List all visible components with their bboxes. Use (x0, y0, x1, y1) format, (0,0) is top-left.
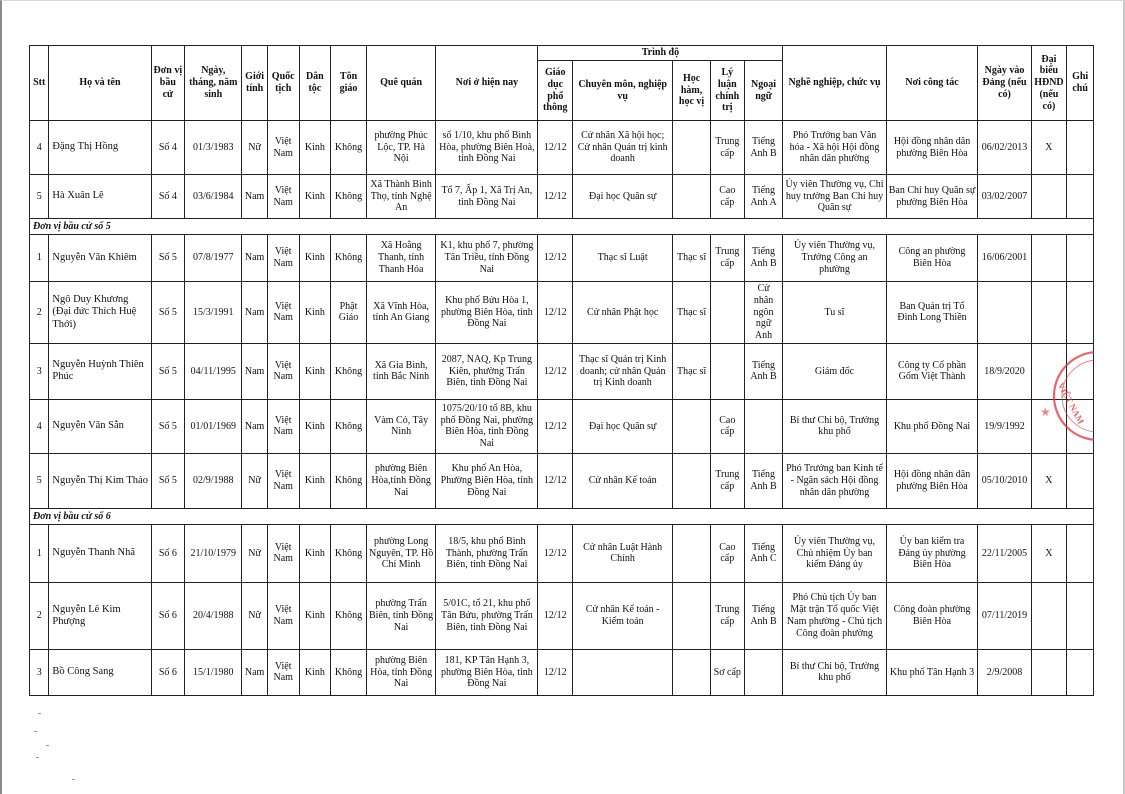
cell-workplace: Hội đồng nhân dân phường Biên Hòa (886, 121, 978, 175)
cell-workplace: Ban Quản trị Tổ Đình Long Thiền (886, 282, 978, 344)
cell-unit: Số 6 (151, 649, 185, 695)
cell-stt: 3 (30, 649, 49, 695)
cell-general-edu: 12/12 (538, 175, 573, 219)
cell-academic (673, 524, 711, 582)
cell-occupation: Phó Chủ tịch Ủy ban Mặt trận Tổ quốc Việt Nam phường - Chủ tịch Công đoàn phường (783, 582, 886, 649)
cell-gender: Nam (242, 175, 268, 219)
cell-language: Cử nhân ngôn ngữ Anh (744, 282, 783, 344)
cell-workplace: Hội đồng nhân dân phường Biên Hòa (886, 453, 978, 508)
cell-general-edu: 12/12 (538, 649, 573, 695)
cell-academic (673, 582, 711, 649)
cell-hometown: Vàm Cỏ, Tây Ninh (366, 399, 435, 453)
cell-nationality: Việt Nam (267, 524, 299, 582)
cell-unit: Số 6 (151, 582, 185, 649)
header-hometown: Quê quán (366, 46, 435, 121)
cell-language (744, 399, 783, 453)
cell-unit: Số 4 (151, 175, 185, 219)
cell-hometown: phường Phúc Lộc, TP. Hà Nội (366, 121, 435, 175)
cell-name: Hà Xuân Lê (49, 175, 151, 219)
cell-nationality: Việt Nam (267, 175, 299, 219)
table-row (30, 453, 1094, 508)
cell-workplace: Ủy ban kiểm tra Đảng ủy phường Biên Hòa (886, 524, 978, 582)
cell-unit: Số 5 (151, 235, 185, 282)
cell-note (1067, 399, 1094, 453)
cell-workplace: Khu phố Tân Hạnh 3 (886, 649, 978, 695)
cell-dob: 02/9/1988 (185, 453, 242, 508)
cell-general-edu: 12/12 (538, 582, 573, 649)
cell-religion: Không (331, 235, 367, 282)
cell-occupation: Phó Trưởng ban Văn hóa - Xã hội Hội đồng nhân dân phường (783, 121, 886, 175)
cell-stt: 4 (30, 121, 49, 175)
cell-language: Tiếng Anh B (744, 121, 783, 175)
cell-specialty: Thạc sĩ Luật (573, 235, 673, 282)
table-row (30, 343, 1094, 399)
cell-note (1067, 175, 1094, 219)
cell-language (744, 649, 783, 695)
cell-dob: 01/3/1983 (185, 121, 242, 175)
cell-stt: 1 (30, 524, 49, 582)
cell-hometown: phường Long Nguyên, TP. Hồ Chí Minh (366, 524, 435, 582)
cell-nationality: Việt Nam (267, 649, 299, 695)
cell-workplace: Công an phường Biên Hòa (886, 235, 978, 282)
cell-hometown: Xã Gia Bình, tỉnh Bắc Ninh (366, 343, 435, 399)
cell-note (1067, 582, 1094, 649)
cell-note (1067, 235, 1094, 282)
cell-religion: Không (331, 399, 367, 453)
table-row (30, 524, 1094, 582)
candidate-table (29, 45, 1094, 696)
cell-specialty: Cử nhân Xã hội học; Cử nhân Quản trị kinh doanh (573, 121, 673, 175)
header-note: Ghi chú (1067, 46, 1094, 121)
cell-stt: 2 (30, 582, 49, 649)
cell-academic: Thạc sĩ (673, 282, 711, 344)
section-title: Đơn vị bầu cử số 5 (30, 219, 1094, 235)
header-religion: Tôn giáo (331, 46, 367, 121)
cell-hometown: phường Trấn Biên, tỉnh Đồng Nai (366, 582, 435, 649)
cell-stt: 1 (30, 235, 49, 282)
cell-general-edu: 12/12 (538, 121, 573, 175)
cell-party-date: 07/11/2019 (978, 582, 1031, 649)
cell-academic: Thạc sĩ (673, 235, 711, 282)
cell-occupation: Phó Trưởng ban Kinh tế - Ngân sách Hội đồng nhân dân phường (783, 453, 886, 508)
cell-nationality: Việt Nam (267, 453, 299, 508)
cell-note (1067, 453, 1094, 508)
cell-gender: Nam (242, 399, 268, 453)
cell-political: Cao cấp (710, 524, 744, 582)
cell-stt: 2 (30, 282, 49, 344)
cell-dob: 15/1/1980 (185, 649, 242, 695)
cell-stt: 5 (30, 175, 49, 219)
cell-name: Nguyễn Thị Kim Thảo (49, 453, 151, 508)
table-row (30, 235, 1094, 282)
cell-name: Ngô Duy Khương (Đại đức Thích Huệ Thới) (49, 282, 151, 344)
cell-party-date (978, 282, 1031, 344)
header-specialty: Chuyên môn, nghiệp vụ (573, 61, 673, 121)
cell-dob: 07/8/1977 (185, 235, 242, 282)
cell-workplace: Công ty Cổ phần Gốm Việt Thành (886, 343, 978, 399)
cell-specialty: Đại học Quân sự (573, 399, 673, 453)
cell-political: Trung cấp (710, 121, 744, 175)
cell-gender: Nữ (242, 582, 268, 649)
cell-party-date: 19/9/1992 (978, 399, 1031, 453)
cell-political: Sơ cấp (710, 649, 744, 695)
cell-hdnd: X (1031, 453, 1067, 508)
cell-gender: Nam (242, 649, 268, 695)
cell-party-date: 2/9/2008 (978, 649, 1031, 695)
cell-language: Tiếng Anh B (744, 235, 783, 282)
cell-academic (673, 175, 711, 219)
header-hdnd: Đại biểu HĐND (nếu có) (1031, 46, 1067, 121)
cell-hdnd (1031, 175, 1067, 219)
cell-name: Nguyễn Huỳnh Thiên Phúc (49, 343, 151, 399)
header-language: Ngoại ngữ (744, 61, 783, 121)
cell-residence: 2087, NAQ, Kp Trung Kiên, phường Trấn Biên, tỉnh Đồng Nai (436, 343, 538, 399)
cell-ethnic: Kinh (299, 121, 331, 175)
cell-party-date: 05/10/2010 (978, 453, 1031, 508)
cell-religion: Không (331, 121, 367, 175)
cell-party-date: 03/02/2007 (978, 175, 1031, 219)
cell-residence: 1075/20/10 tổ 8B, khu phố Đồng Nai, phường Biên Hòa, tỉnh Đồng Nai (436, 399, 538, 453)
header-occupation: Nghề nghiệp, chức vụ (783, 46, 886, 121)
table-row (30, 121, 1094, 175)
cell-language: Tiếng Anh B (744, 343, 783, 399)
cell-political: Trung cấp (710, 235, 744, 282)
cell-gender: Nam (242, 282, 268, 344)
cell-language: Tiếng Anh A (744, 175, 783, 219)
cell-specialty: Cử nhân Luật Hành Chính (573, 524, 673, 582)
cell-gender: Nam (242, 235, 268, 282)
cell-ethnic: Kinh (299, 175, 331, 219)
header-political: Lý luận chính trị (710, 61, 744, 121)
header-unit: Đơn vị bầu cử (151, 46, 185, 121)
table-row (30, 582, 1094, 649)
cell-gender: Nam (242, 343, 268, 399)
cell-specialty: Cử nhân Kế toán - Kiểm toán (573, 582, 673, 649)
cell-religion: Không (331, 175, 367, 219)
cell-unit: Số 5 (151, 453, 185, 508)
cell-general-edu: 12/12 (538, 453, 573, 508)
cell-political: Trung cấp (710, 453, 744, 508)
cell-party-date: 18/9/2020 (978, 343, 1031, 399)
cell-occupation: Giám đốc (783, 343, 886, 399)
header-workplace: Nơi công tác (886, 46, 978, 121)
cell-name: Nguyễn Thanh Nhã (49, 524, 151, 582)
cell-residence: 5/01C, tổ 21, khu phố Tân Bửu, phường Trấn Biên, tỉnh Đồng Nai (436, 582, 538, 649)
cell-name: Nguyễn Văn Sẵn (49, 399, 151, 453)
cell-stt: 3 (30, 343, 49, 399)
cell-hdnd: X (1031, 121, 1067, 175)
cell-workplace: Ban Chỉ huy Quân sự phường Biên Hòa (886, 175, 978, 219)
cell-academic (673, 121, 711, 175)
cell-nationality: Việt Nam (267, 121, 299, 175)
cell-religion: Phật Giáo (331, 282, 367, 344)
cell-political (710, 282, 744, 344)
cell-unit: Số 5 (151, 282, 185, 344)
cell-hdnd (1031, 649, 1067, 695)
cell-nationality: Việt Nam (267, 343, 299, 399)
cell-ethnic: Kinh (299, 524, 331, 582)
cell-ethnic: Kinh (299, 235, 331, 282)
header-general-edu: Giáo dục phổ thông (538, 61, 573, 121)
cell-political: Trung cấp (710, 582, 744, 649)
cell-party-date: 22/11/2005 (978, 524, 1031, 582)
cell-party-date: 06/02/2013 (978, 121, 1031, 175)
cell-dob: 04/11/1995 (185, 343, 242, 399)
cell-occupation: Bí thư Chi bộ, Trưởng khu phố (783, 399, 886, 453)
cell-name: Đặng Thị Hồng (49, 121, 151, 175)
cell-dob: 21/10/1979 (185, 524, 242, 582)
cell-note (1067, 343, 1094, 399)
cell-residence: K1, khu phố 7, phường Tân Triều, tỉnh Đồng Nai (436, 235, 538, 282)
cell-residence: Tổ 7, Ấp 1, Xã Trị An, tỉnh Đồng Nai (436, 175, 538, 219)
header-nationality: Quốc tịch (267, 46, 299, 121)
svg-text:VIỆT NAM: VIỆT NAM (1055, 380, 1087, 426)
cell-stt: 4 (30, 399, 49, 453)
cell-dob: 15/3/1991 (185, 282, 242, 344)
cell-residence: Khu phố An Hòa, Phường Biên Hòa, tỉnh Đồng Nai (436, 453, 538, 508)
scan-marks (32, 701, 92, 781)
cell-general-edu: 12/12 (538, 524, 573, 582)
cell-hdnd (1031, 235, 1067, 282)
cell-religion: Không (331, 524, 367, 582)
cell-dob: 01/01/1969 (185, 399, 242, 453)
cell-hdnd (1031, 282, 1067, 344)
table-row (30, 175, 1094, 219)
cell-ethnic: Kinh (299, 649, 331, 695)
cell-nationality: Việt Nam (267, 282, 299, 344)
cell-unit: Số 5 (151, 343, 185, 399)
cell-name: Nguyễn Lê Kim Phượng (49, 582, 151, 649)
cell-gender: Nữ (242, 524, 268, 582)
cell-hdnd (1031, 343, 1067, 399)
cell-dob: 03/6/1984 (185, 175, 242, 219)
cell-hdnd (1031, 399, 1067, 453)
cell-nationality: Việt Nam (267, 235, 299, 282)
table-row (30, 282, 1094, 344)
cell-ethnic: Kinh (299, 453, 331, 508)
cell-name: Nguyễn Văn Khiêm (49, 235, 151, 282)
cell-hometown: phường Biên Hòa,tỉnh Đồng Nai (366, 453, 435, 508)
cell-note (1067, 282, 1094, 344)
cell-ethnic: Kinh (299, 282, 331, 344)
cell-general-edu: 12/12 (538, 343, 573, 399)
cell-specialty (573, 649, 673, 695)
cell-gender: Nữ (242, 453, 268, 508)
cell-gender: Nữ (242, 121, 268, 175)
cell-general-edu: 12/12 (538, 235, 573, 282)
cell-specialty: Đại học Quân sự (573, 175, 673, 219)
table-body (30, 121, 1094, 696)
cell-party-date: 16/06/2001 (978, 235, 1031, 282)
cell-religion: Không (331, 343, 367, 399)
header-party-date: Ngày vào Đảng (nếu có) (978, 46, 1031, 121)
cell-workplace: Công đoàn phường Biên Hòa (886, 582, 978, 649)
cell-hometown: phường Biên Hòa, tỉnh Đồng Nai (366, 649, 435, 695)
cell-academic (673, 399, 711, 453)
cell-dob: 20/4/1988 (185, 582, 242, 649)
cell-religion: Không (331, 453, 367, 508)
cell-note (1067, 649, 1094, 695)
cell-ethnic: Kinh (299, 582, 331, 649)
cell-academic: Thạc sĩ (673, 343, 711, 399)
cell-hdnd (1031, 582, 1067, 649)
cell-occupation: Tu sĩ (783, 282, 886, 344)
cell-specialty: Thạc sĩ Quản trị Kinh doanh; cử nhân Quản trị Kinh doanh (573, 343, 673, 399)
header-gender: Giới tính (242, 46, 268, 121)
cell-occupation: Ủy viên Thường vụ, Chủ nhiệm Ủy ban kiểm Đảng ủy (783, 524, 886, 582)
cell-nationality: Việt Nam (267, 399, 299, 453)
header-name: Họ và tên (49, 46, 151, 121)
cell-residence: 18/5, khu phố Bình Thành, phường Trấn Biên, tỉnh Đồng Nai (436, 524, 538, 582)
cell-political: Cao cấp (710, 399, 744, 453)
cell-specialty: Cử nhân Kế toán (573, 453, 673, 508)
section-header-row (30, 508, 1094, 524)
table-row (30, 649, 1094, 695)
cell-residence: Khu phố Bửu Hòa 1, phường Biên Hòa, tỉnh Đồng Nai (436, 282, 538, 344)
cell-political: Cao cấp (710, 175, 744, 219)
cell-residence: số 1/10, khu phố Bình Hòa, phường Biên Hoà, tỉnh Đồng Nai (436, 121, 538, 175)
cell-workplace: Khu phố Đồng Nai (886, 399, 978, 453)
cell-note (1067, 121, 1094, 175)
cell-hometown: Xã Thành Bình Thọ, tỉnh Nghệ An (366, 175, 435, 219)
cell-stt: 5 (30, 453, 49, 508)
cell-academic (673, 649, 711, 695)
cell-occupation: Bí thư Chi bộ, Trưởng khu phố (783, 649, 886, 695)
header-ethnic: Dân tộc (299, 46, 331, 121)
cell-political (710, 343, 744, 399)
cell-general-edu: 12/12 (538, 282, 573, 344)
cell-religion: Không (331, 582, 367, 649)
header-academic: Học hàm, học vị (673, 61, 711, 121)
cell-hometown: Xã Vĩnh Hòa, tỉnh An Giang (366, 282, 435, 344)
cell-residence: 181, KP Tân Hạnh 3, phường Biên Hòa, tỉnh Đồng Nai (436, 649, 538, 695)
cell-language: Tiếng Anh B (744, 453, 783, 508)
cell-ethnic: Kinh (299, 399, 331, 453)
cell-occupation: Ủy viên Thường vụ, Chỉ huy trưởng Ban Chỉ huy Quân sự (783, 175, 886, 219)
cell-unit: Số 6 (151, 524, 185, 582)
section-title: Đơn vị bầu cử số 6 (30, 508, 1094, 524)
section-header-row (30, 219, 1094, 235)
cell-hometown: Xã Hoằng Thanh, tỉnh Thanh Hóa (366, 235, 435, 282)
cell-unit: Số 5 (151, 399, 185, 453)
cell-nationality: Việt Nam (267, 582, 299, 649)
header-education-group: Trình độ (538, 46, 783, 61)
header-residence: Nơi ở hiện nay (436, 46, 538, 121)
cell-general-edu: 12/12 (538, 399, 573, 453)
svg-text:★: ★ (1040, 405, 1051, 419)
cell-hdnd: X (1031, 524, 1067, 582)
cell-note (1067, 524, 1094, 582)
table-header (30, 46, 1094, 121)
table-row (30, 399, 1094, 453)
cell-religion: Không (331, 649, 367, 695)
cell-language: Tiếng Anh C (744, 524, 783, 582)
header-dob: Ngày, tháng, năm sinh (185, 46, 242, 121)
header-stt: Stt (30, 46, 49, 121)
cell-language: Tiếng Anh B (744, 582, 783, 649)
cell-occupation: Ủy viên Thường vụ, Trưởng Công an phường (783, 235, 886, 282)
cell-ethnic: Kinh (299, 343, 331, 399)
cell-unit: Số 4 (151, 121, 185, 175)
cell-academic (673, 453, 711, 508)
cell-specialty: Cử nhân Phật học (573, 282, 673, 344)
cell-name: Bồ Công Sang (49, 649, 151, 695)
